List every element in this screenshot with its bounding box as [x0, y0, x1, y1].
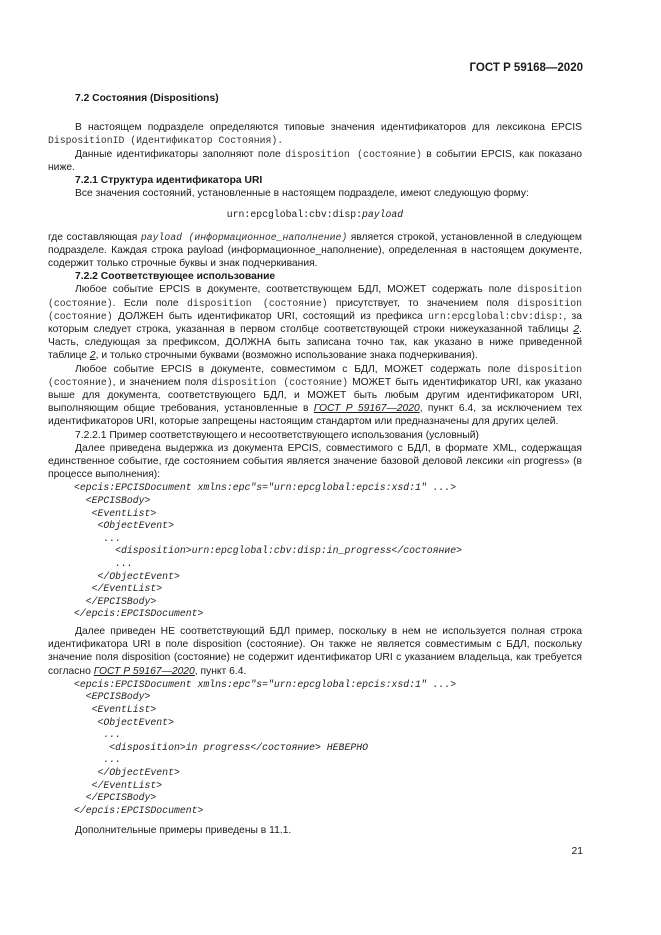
paragraph — [48, 283, 582, 362]
code-line: <EPCISBody> — [74, 495, 151, 507]
code-line: <ObjectEvent> — [74, 716, 174, 728]
code-line: <epcis:EPCISDocument xmlns:epc"s="urn:epcglobal:epcis:xsd:1" ...> — [74, 482, 457, 494]
table-link[interactable]: 2 — [89, 350, 96, 362]
text-run: , и значением поля — [112, 376, 212, 388]
section-heading-7-2: 7.2 Состояния (Dispositions) — [75, 93, 219, 104]
code-line: ... — [74, 729, 122, 741]
code-run: disposition (состояние) — [186, 297, 328, 309]
code-line: </ObjectEvent> — [74, 766, 180, 778]
code-line: ... — [74, 754, 122, 766]
text-run: В настоящем подразделе определяются типовые значения идентификаторов для лексикона EPCIS — [75, 122, 582, 134]
text-run: , пункт 6.4. — [194, 665, 247, 677]
paragraph: Все значения состояний, установленные в настоящем подразделе, имеют следующую форму: — [75, 188, 529, 200]
text-run: . Если поле — [112, 297, 187, 309]
code-line: ... — [74, 558, 133, 570]
paragraph — [48, 231, 582, 271]
code-line: <disposition>in progress</состояние> НЕВЕРНО — [74, 741, 368, 753]
text-run: в событии EPCIS, как показано ниже. — [48, 148, 582, 173]
code-line: <EventList> — [74, 507, 157, 519]
code-line: </EventList> — [74, 779, 163, 791]
paragraph — [48, 363, 582, 429]
standard-header: ГОСТ Р 59168—2020 — [469, 62, 583, 74]
code-line: ... — [74, 532, 122, 544]
standard-link[interactable]: ГОСТ Р 59167—2020 — [313, 403, 420, 415]
text-run: . Часть, следующая за префиксом, ДОЛЖНА быть записана точно так, как указано в ниже приведенной таблице — [48, 324, 582, 362]
section-heading-7-2-2: 7.2.2 Соответствующее использование — [75, 271, 276, 283]
code-run: disposition (состояние) — [48, 284, 582, 309]
code-line: <EPCISBody> — [74, 691, 151, 703]
text-run: МОЖЕТ быть идентификатор URI, как указано выше для документа, соответствующего БДЛ, и МОЖЕТ быть любым другим идентификатором URI, выполняющим общие требования, установленные в — [48, 376, 582, 415]
uri-form — [48, 208, 582, 221]
text-run: , за которым следует строка, указанная в первом столбце соответствующей строки нижеуказанной таблицы — [48, 310, 582, 336]
paragraph — [48, 121, 582, 147]
paragraph: Дополнительные примеры приведены в 11.1. — [75, 825, 292, 837]
code-line: </epcis:EPCISDocument> — [74, 608, 204, 620]
standard-link[interactable]: ГОСТ Р 59167—2020 — [93, 665, 195, 677]
code-run: disposition (состояние) — [48, 297, 582, 322]
code-line: <epcis:EPCISDocument xmlns:epc"s="urn:epcglobal:epcis:xsd:1" ...> — [74, 678, 457, 690]
xml-example-conforming — [74, 482, 582, 621]
code-line: </EventList> — [74, 583, 163, 595]
code-run: urn:epcglobal:cbv:disp: — [226, 209, 363, 221]
code-line: </EPCISBody> — [74, 792, 157, 804]
paragraph — [48, 625, 582, 678]
table-link[interactable]: 2 — [573, 324, 580, 336]
code-run: DispositionID (Идентификатор Состояния). — [48, 135, 284, 147]
text-run: Далее приведен НЕ соответствующий БДЛ пример, поскольку в нем не используется полная строка идентификатора URI в поле disposition (состояние). Он также не является совместимым с БДЛ, поскольку значение поля disposition (состояние) не содержит идентификатор URI с указанием владельца, как требуется согласно — [48, 626, 582, 677]
code-run: payload — [362, 209, 404, 221]
code-run: disposition (состояние) — [211, 376, 348, 388]
text-run: Любое событие EPCIS в документе, совместимом с БДЛ, МОЖЕТ содержать поле — [75, 363, 518, 375]
code-line: <EventList> — [74, 704, 157, 716]
code-run: urn:epcglobal:cbv:disp: — [428, 310, 564, 322]
text-run: ДОЛЖЕН быть идентификатор URI, состоящий из префикса — [112, 310, 429, 322]
subsection-heading-7-2-2-1: 7.2.2.1 Пример соответствующего и несоответствующего использования (условный) — [75, 429, 479, 441]
code-line: <disposition>urn:epcglobal:cbv:disp:in_progress</состояние> — [74, 545, 463, 557]
text-run: , пункт 6.4, за исключением тех идентификаторов URI, которые запрещены настоящим стандартом или предназначены для других целей. — [48, 403, 582, 428]
code-run: payload (информационное_наполнение) — [140, 231, 348, 243]
text-run: Любое событие EPCIS в документе, соответствующем БДЛ, МОЖЕТ содержать поле — [75, 284, 518, 296]
text-run: присутствует, то значением поля — [327, 297, 518, 309]
text-run: где составляющая — [48, 231, 141, 243]
text-run: является строкой, установленной в следующем подразделе. Каждая строка payload (информационное_наполнение), определенная в настоящем документе, содержит только строчные буквы и знак подчеркивания. — [48, 231, 582, 270]
code-run: disposition (состояние) — [285, 148, 422, 160]
paragraph — [48, 148, 582, 174]
code-line: </EPCISBody> — [74, 595, 157, 607]
page-body — [48, 92, 582, 838]
code-line: </ObjectEvent> — [74, 570, 180, 582]
text-run: Данные идентификаторы заполняют поле — [75, 148, 286, 160]
paragraph: Далее приведена выдержка из документа EPCIS, совместимого с БДЛ, в формате XML, содержащая единственное событие, где состоянием события является значение базовой деловой лексики «in progress» (в процессе выполнения): — [48, 442, 582, 481]
section-heading-7-2-1: 7.2.1 Структура идентификатора URI — [75, 175, 263, 187]
code-run: disposition (состояние) — [48, 363, 582, 388]
page-number: 21 — [571, 846, 583, 857]
code-line: <ObjectEvent> — [74, 520, 174, 532]
code-line: </epcis:EPCISDocument> — [74, 804, 204, 816]
text-run: , и только строчными буквами (возможно использование знака подчеркивания). — [95, 350, 478, 362]
xml-example-nonconforming — [74, 679, 582, 818]
